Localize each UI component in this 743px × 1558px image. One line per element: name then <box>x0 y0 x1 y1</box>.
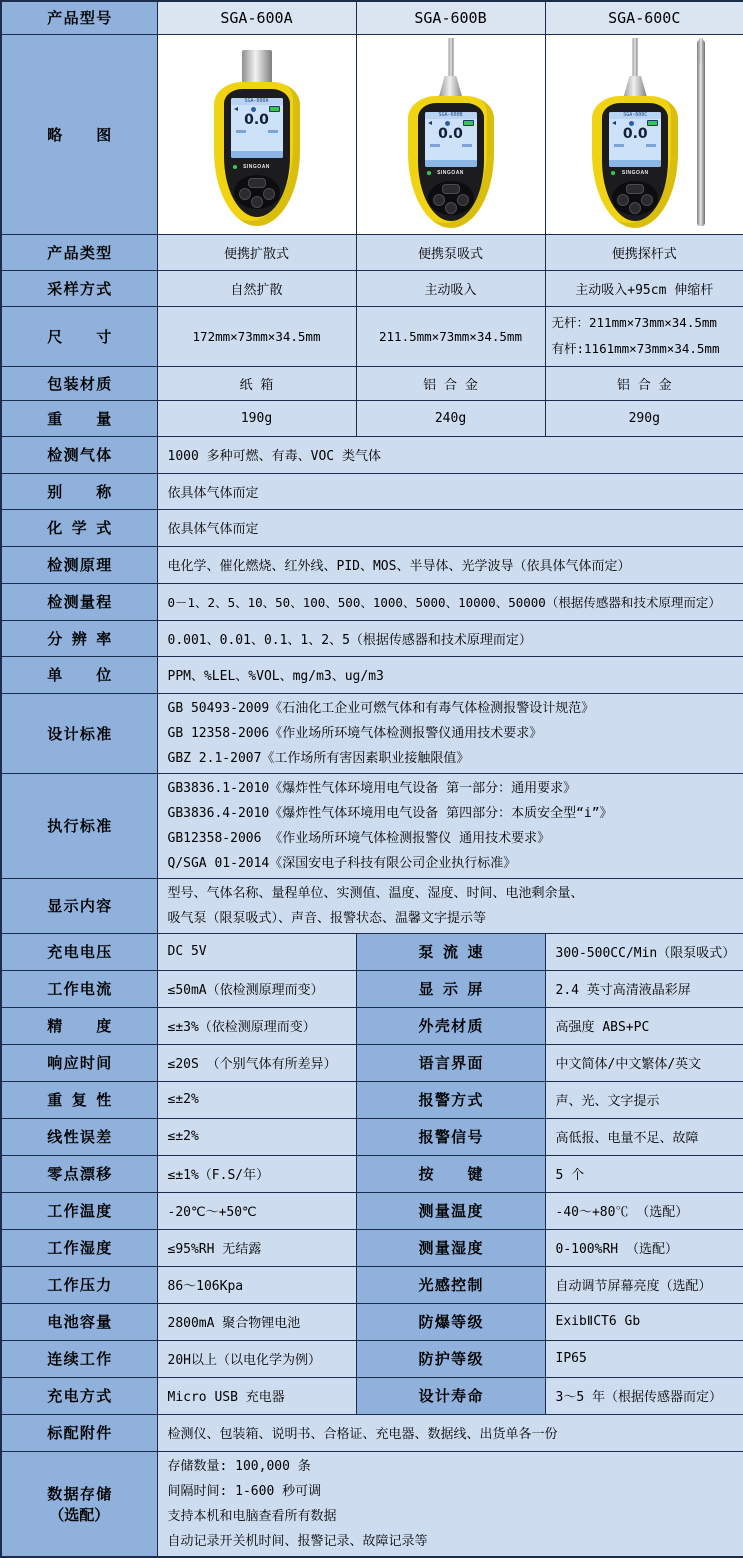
brand-row <box>224 163 290 171</box>
row-value: 3～5 年（根据传感器而定） <box>545 1377 743 1414</box>
row-label-text: 尺寸 <box>47 328 112 346</box>
left-key-icon <box>239 188 251 200</box>
row-label <box>356 970 545 1007</box>
row-label <box>1 1303 157 1340</box>
row-label <box>1 473 157 509</box>
row-label-text: 分辨率 <box>47 630 112 648</box>
row-label <box>1 693 157 773</box>
row-label-text: 连续工作 <box>47 1351 112 1368</box>
row-value: 自动调节屏幕亮度（选配） <box>545 1266 743 1303</box>
dual-row-working-pressure <box>1 1266 743 1303</box>
row-value: 依具体气体而定 <box>157 509 743 546</box>
menu-key-icon <box>248 178 266 188</box>
spec-row-principle <box>1 546 743 583</box>
screen-footer-bar <box>425 160 477 167</box>
row-label <box>356 933 545 970</box>
left-key-icon <box>433 194 445 206</box>
model-name-b: SGA-600B <box>356 1 545 34</box>
row-value: 铝 合 金 <box>545 366 743 400</box>
row-label-text: 按键 <box>418 1166 483 1183</box>
speaker-icon <box>428 121 432 125</box>
screen-footer-bar <box>231 151 283 158</box>
row-label-text: 标配附件 <box>47 1425 112 1442</box>
row-label <box>356 1266 545 1303</box>
spec-row-unit <box>1 656 743 693</box>
screen-status-icons <box>609 119 661 126</box>
row-label-text: 测量温度 <box>418 1203 483 1220</box>
standard-line: Q/SGA 01-2014《深国安电子科技有限公司企业执行标准》 <box>167 855 517 871</box>
spec-row-product-type <box>1 234 743 270</box>
row-label-text: 执行标准 <box>47 818 112 835</box>
dual-row-linearity <box>1 1118 743 1155</box>
row-label <box>1 1155 157 1192</box>
screen-reading: 0.0 <box>244 112 269 128</box>
spec-row-display-content <box>1 878 743 933</box>
device-illustration-c <box>569 38 719 230</box>
row-label-text: 检测气体 <box>47 447 112 464</box>
sketch-row <box>1 34 743 234</box>
row-label-text: 防护等级 <box>418 1351 483 1368</box>
display-content-line: 吸气泵（限泵吸式）、声音、报警状态、温馨文字提示等 <box>167 910 487 926</box>
row-label <box>356 1340 545 1377</box>
row-value: 便携探杆式 <box>545 234 743 270</box>
row-value: ≤50mA（依检测原理而变） <box>157 970 356 1007</box>
fan-icon <box>251 107 256 112</box>
spec-row-alias <box>1 473 743 509</box>
row-label <box>356 1229 545 1266</box>
fan-icon <box>445 121 450 126</box>
led-indicator-icon <box>427 171 431 175</box>
row-label-text: 产品类型 <box>47 244 112 262</box>
storage-line: 支持本机和电脑查看所有数据 <box>167 1508 337 1524</box>
row-label <box>1 1451 157 1557</box>
row-label-text: 充电方式 <box>47 1388 112 1405</box>
device-shell <box>408 96 494 228</box>
screen-reading: 0.0 <box>622 126 648 142</box>
row-label <box>1 1007 157 1044</box>
device-body-a <box>182 38 332 228</box>
brand-text: SINGOAN <box>243 164 270 170</box>
row-value: 86～106Kpa <box>157 1266 356 1303</box>
row-value <box>157 773 743 878</box>
row-value: PPM、%LEL、%VOL、mg/m3、ug/m3 <box>157 656 743 693</box>
spec-row-range <box>1 583 743 620</box>
battery-icon <box>269 106 280 113</box>
row-value: 20H以上（以电化学为例） <box>157 1340 356 1377</box>
display-content-line: 型号、气体名称、量程单位、实测值、温度、湿度、时间、电池剩余量、 <box>167 885 584 901</box>
row-value: 211.5mm×73mm×34.5mm <box>356 306 545 366</box>
sensor-cap-icon <box>242 50 272 84</box>
speaker-icon <box>234 107 238 111</box>
device-illustration-a <box>182 38 332 230</box>
standard-line: GB3836.1-2010《爆炸性气体环境用电气设备 第一部分：通用要求》 <box>167 780 577 796</box>
storage-line: 间隔时间: 1-600 秒可调 <box>167 1483 322 1499</box>
pump-inlet-cone-icon <box>439 76 463 98</box>
dual-row-battery <box>1 1303 743 1340</box>
row-label-text: 重量 <box>47 410 112 428</box>
product-image-b <box>356 34 545 234</box>
row-label-text: 工作电流 <box>47 981 112 998</box>
row-label <box>356 1044 545 1081</box>
dual-row-charging <box>1 1377 743 1414</box>
row-label <box>1 1192 157 1229</box>
dual-row-working-humidity <box>1 1229 743 1266</box>
brand-text: SINGOAN <box>621 170 649 176</box>
row-value <box>157 878 743 933</box>
spec-row-accessories <box>1 1414 743 1451</box>
row-value: 铝 合 金 <box>356 366 545 400</box>
row-label-text: 响应时间 <box>47 1055 112 1072</box>
row-label-text: 精度 <box>47 1018 112 1035</box>
row-label <box>356 1377 545 1414</box>
screen-footer-bar <box>609 160 661 167</box>
row-label <box>356 1303 545 1340</box>
row-label <box>1 1266 157 1303</box>
dual-row-response-time <box>1 1044 743 1081</box>
row-value: 中文简体/中文繁体/英文 <box>545 1044 743 1081</box>
right-key-icon <box>457 194 469 206</box>
row-label-text: 设计寿命 <box>418 1388 483 1405</box>
dual-row-continuous-work <box>1 1340 743 1377</box>
dimension-with-rod: 有杆:1161mm×73mm×34.5mm <box>551 341 720 356</box>
spec-row-weight <box>1 400 743 436</box>
row-label <box>356 1192 545 1229</box>
row-label-text: 报警信号 <box>418 1129 483 1146</box>
row-value: 电化学、催化燃烧、红外线、PID、MOS、半导体、光学波导（依具体气体而定） <box>157 546 743 583</box>
spec-row-gases <box>1 436 743 473</box>
menu-key-icon <box>626 184 644 194</box>
row-value: 纸 箱 <box>157 366 356 400</box>
screen-status-icons <box>231 105 283 112</box>
row-value: 240g <box>356 400 545 436</box>
battery-icon <box>647 120 658 127</box>
device-screen <box>425 112 477 167</box>
spec-row-dimensions <box>1 306 743 366</box>
row-label <box>1 400 157 436</box>
row-label <box>1 1340 157 1377</box>
row-value: 2.4 英寸高清液晶彩屏 <box>545 970 743 1007</box>
enter-key-icon <box>445 202 457 214</box>
row-value: 190g <box>157 400 356 436</box>
row-label-text: 采样方式 <box>47 280 112 298</box>
pump-inlet-cone-icon <box>623 76 647 98</box>
enter-key-icon <box>629 202 641 214</box>
spec-row-formula <box>1 509 743 546</box>
row-label <box>356 1081 545 1118</box>
standard-line: GB 50493-2009《石油化工企业可燃气体和有毒气体检测报警设计规范》 <box>167 700 595 716</box>
dimension-no-rod: 无杆：211mm×73mm×34.5mm <box>551 315 717 330</box>
row-value: 172mm×73mm×34.5mm <box>157 306 356 366</box>
storage-line: 自动记录开关机时间、报警记录、故障记录等 <box>167 1533 428 1549</box>
row-label-text: 重复性 <box>47 1092 112 1109</box>
spec-row-exec-standard <box>1 773 743 878</box>
device-shell <box>214 82 300 226</box>
probe-rod-icon <box>633 38 638 78</box>
row-value: 高强度 ABS+PC <box>545 1007 743 1044</box>
keypad <box>234 175 280 209</box>
dual-row-working-temp <box>1 1192 743 1229</box>
right-key-icon <box>263 188 275 200</box>
row-value: ≤±1%（F.S/年） <box>157 1155 356 1192</box>
row-value: ≤±3%（依检测原理而变） <box>157 1007 356 1044</box>
row-value: 依具体气体而定 <box>157 473 743 509</box>
row-label <box>1 970 157 1007</box>
product-image-c <box>545 34 743 234</box>
row-label-text: 防爆等级 <box>418 1314 483 1331</box>
row-value: ExibⅡCT6 Gb <box>545 1303 743 1340</box>
row-value: 2800mA 聚合物锂电池 <box>157 1303 356 1340</box>
device-body-b <box>376 38 526 228</box>
row-value: 高低报、电量不足、故障 <box>545 1118 743 1155</box>
model-name-c: SGA-600C <box>545 1 743 34</box>
row-value: ≤20S （个别气体有所差异） <box>157 1044 356 1081</box>
row-value: -20℃～+50℃ <box>157 1192 356 1229</box>
row-label-text: 泵流速 <box>418 944 483 961</box>
standard-line: GBZ 2.1-2007《工作场所有害因素职业接触限值》 <box>167 750 470 766</box>
left-key-icon <box>617 194 629 206</box>
probe-rod-icon <box>448 38 453 78</box>
row-label <box>1 306 157 366</box>
keypad <box>428 181 474 215</box>
device-screen <box>231 98 283 158</box>
storage-line: 存储数量: 100,000 条 <box>167 1458 311 1474</box>
row-label <box>1 1414 157 1451</box>
row-label <box>1 1377 157 1414</box>
row-value: 声、光、文字提示 <box>545 1081 743 1118</box>
screen-status-icons <box>425 119 477 126</box>
brand-text: SINGOAN <box>437 170 464 176</box>
standard-line: GB3836.4-2010《爆炸性气体环境用电气设备 第四部分：本质安全型“i”》 <box>167 805 613 821</box>
standard-line: GB12358-2006 《作业场所环境气体检测报警仪 通用技术要求》 <box>167 830 551 846</box>
row-value: 1000 多种可燃、有毒、VOC 类气体 <box>157 436 743 473</box>
row-label <box>1 1118 157 1155</box>
led-indicator-icon <box>611 171 615 175</box>
row-value: IP65 <box>545 1340 743 1377</box>
spec-row-sampling <box>1 270 743 306</box>
enter-key-icon <box>251 196 263 208</box>
model-row-label-text: 产品型号 <box>47 10 112 28</box>
standard-line: GB 12358-2006《作业场所环境气体检测报警仪通用技术要求》 <box>167 725 543 741</box>
brand-row <box>602 169 668 177</box>
row-value <box>545 306 743 366</box>
row-label-text: 报警方式 <box>418 1092 483 1109</box>
row-label-text: 显示屏 <box>418 981 483 998</box>
device-screen <box>609 112 661 167</box>
row-label <box>1 1044 157 1081</box>
row-label-text: 光感控制 <box>418 1277 483 1294</box>
screen-minor-rows <box>609 143 661 148</box>
row-label-text: 单位 <box>47 667 112 684</box>
row-label <box>1 773 157 878</box>
row-label <box>356 1155 545 1192</box>
row-value: 300-500CC/Min（限泵吸式） <box>545 933 743 970</box>
row-label-text: 设计标准 <box>47 725 112 743</box>
row-value: 主动吸入+95cm 伸缩杆 <box>545 270 743 306</box>
row-label <box>356 1118 545 1155</box>
row-label-text: 语言界面 <box>418 1055 483 1072</box>
menu-key-icon <box>442 184 460 194</box>
row-label-text: 线性误差 <box>47 1129 112 1146</box>
row-label-text: 别称 <box>47 483 112 501</box>
row-label <box>1 509 157 546</box>
row-label-text: 工作温度 <box>47 1203 112 1220</box>
row-label <box>1 878 157 933</box>
model-name-a: SGA-600A <box>157 1 356 34</box>
battery-icon <box>463 120 474 127</box>
model-row-label <box>1 1 157 34</box>
row-value: 0－1、2、5、10、50、100、500、1000、5000、10000、50000（根据传感器和技术原理而定） <box>157 583 743 620</box>
row-label <box>356 1007 545 1044</box>
row-label <box>1 546 157 583</box>
device-shell <box>592 96 678 228</box>
row-label <box>1 366 157 400</box>
telescopic-rod-icon <box>697 40 705 226</box>
row-label <box>1 1229 157 1266</box>
row-value: 检测仪、包装箱、说明书、合格证、充电器、数据线、出货单各一份 <box>157 1414 743 1451</box>
row-label <box>1 270 157 306</box>
dual-row-charge-voltage <box>1 933 743 970</box>
row-value: ≤±2% <box>157 1118 356 1155</box>
dual-row-zero-drift <box>1 1155 743 1192</box>
row-label-subtext: （选配） <box>49 1506 110 1524</box>
row-value: 主动吸入 <box>356 270 545 306</box>
row-label-text: 显示内容 <box>47 898 112 915</box>
row-label-text: 工作压力 <box>47 1277 112 1294</box>
row-value <box>157 693 743 773</box>
row-label <box>1 436 157 473</box>
row-value: ≤95%RH 无结露 <box>157 1229 356 1266</box>
spec-row-design-standard <box>1 693 743 773</box>
row-label <box>1 620 157 656</box>
row-label-text: 数据存储 <box>47 1485 112 1503</box>
spec-row-packing <box>1 366 743 400</box>
row-value <box>157 1451 743 1557</box>
spec-row-data-storage <box>1 1451 743 1557</box>
screen-model-text: SGA-600B <box>425 112 477 119</box>
dual-row-accuracy <box>1 1007 743 1044</box>
product-image-a <box>157 34 356 234</box>
device-face <box>418 103 484 221</box>
row-label-text: 检测原理 <box>47 557 112 574</box>
device-body-c <box>560 38 710 228</box>
row-label-text: 电池容量 <box>47 1314 112 1331</box>
fan-icon <box>629 121 634 126</box>
screen-model-text: SGA-600C <box>609 112 661 119</box>
spec-row-resolution <box>1 620 743 656</box>
header-row <box>1 1 743 34</box>
speaker-icon <box>612 121 616 125</box>
row-label-text: 检测量程 <box>47 594 112 611</box>
row-value: DC 5V <box>157 933 356 970</box>
screen-model-text: SGA-600A <box>231 98 283 105</box>
row-value: 0.001、0.01、0.1、1、2、5（根据传感器和技术原理而定） <box>157 620 743 656</box>
row-label-text: 化学式 <box>47 520 112 537</box>
row-label-text: 零点漂移 <box>47 1166 112 1183</box>
screen-minor-rows <box>231 129 283 134</box>
sketch-row-label-text: 略图 <box>47 126 112 144</box>
row-value: 便携泵吸式 <box>356 234 545 270</box>
row-label <box>1 656 157 693</box>
keypad <box>612 181 658 215</box>
row-value: 自然扩散 <box>157 270 356 306</box>
row-value: 5 个 <box>545 1155 743 1192</box>
row-label-text: 充电电压 <box>47 944 112 961</box>
device-face <box>602 103 668 221</box>
device-face <box>224 89 290 217</box>
led-indicator-icon <box>233 165 237 169</box>
row-value: -40～+80℃ （选配） <box>545 1192 743 1229</box>
brand-row <box>418 169 484 177</box>
row-label-text: 外壳材质 <box>418 1018 483 1035</box>
row-value: Micro USB 充电器 <box>157 1377 356 1414</box>
row-value: 0-100%RH （选配） <box>545 1229 743 1266</box>
row-value: 290g <box>545 400 743 436</box>
row-label-text: 工作湿度 <box>47 1240 112 1257</box>
dual-row-repeatability <box>1 1081 743 1118</box>
row-label <box>1 1081 157 1118</box>
row-label <box>1 234 157 270</box>
device-illustration-b <box>376 38 526 230</box>
row-label-text: 包装材质 <box>47 375 112 393</box>
right-key-icon <box>641 194 653 206</box>
dual-row-working-current <box>1 970 743 1007</box>
row-value: ≤±2% <box>157 1081 356 1118</box>
row-label <box>1 583 157 620</box>
screen-reading: 0.0 <box>438 126 463 142</box>
row-label-text: 测量湿度 <box>418 1240 483 1257</box>
row-label <box>1 933 157 970</box>
row-value: 便携扩散式 <box>157 234 356 270</box>
screen-minor-rows <box>425 143 477 148</box>
sketch-row-label <box>1 34 157 234</box>
